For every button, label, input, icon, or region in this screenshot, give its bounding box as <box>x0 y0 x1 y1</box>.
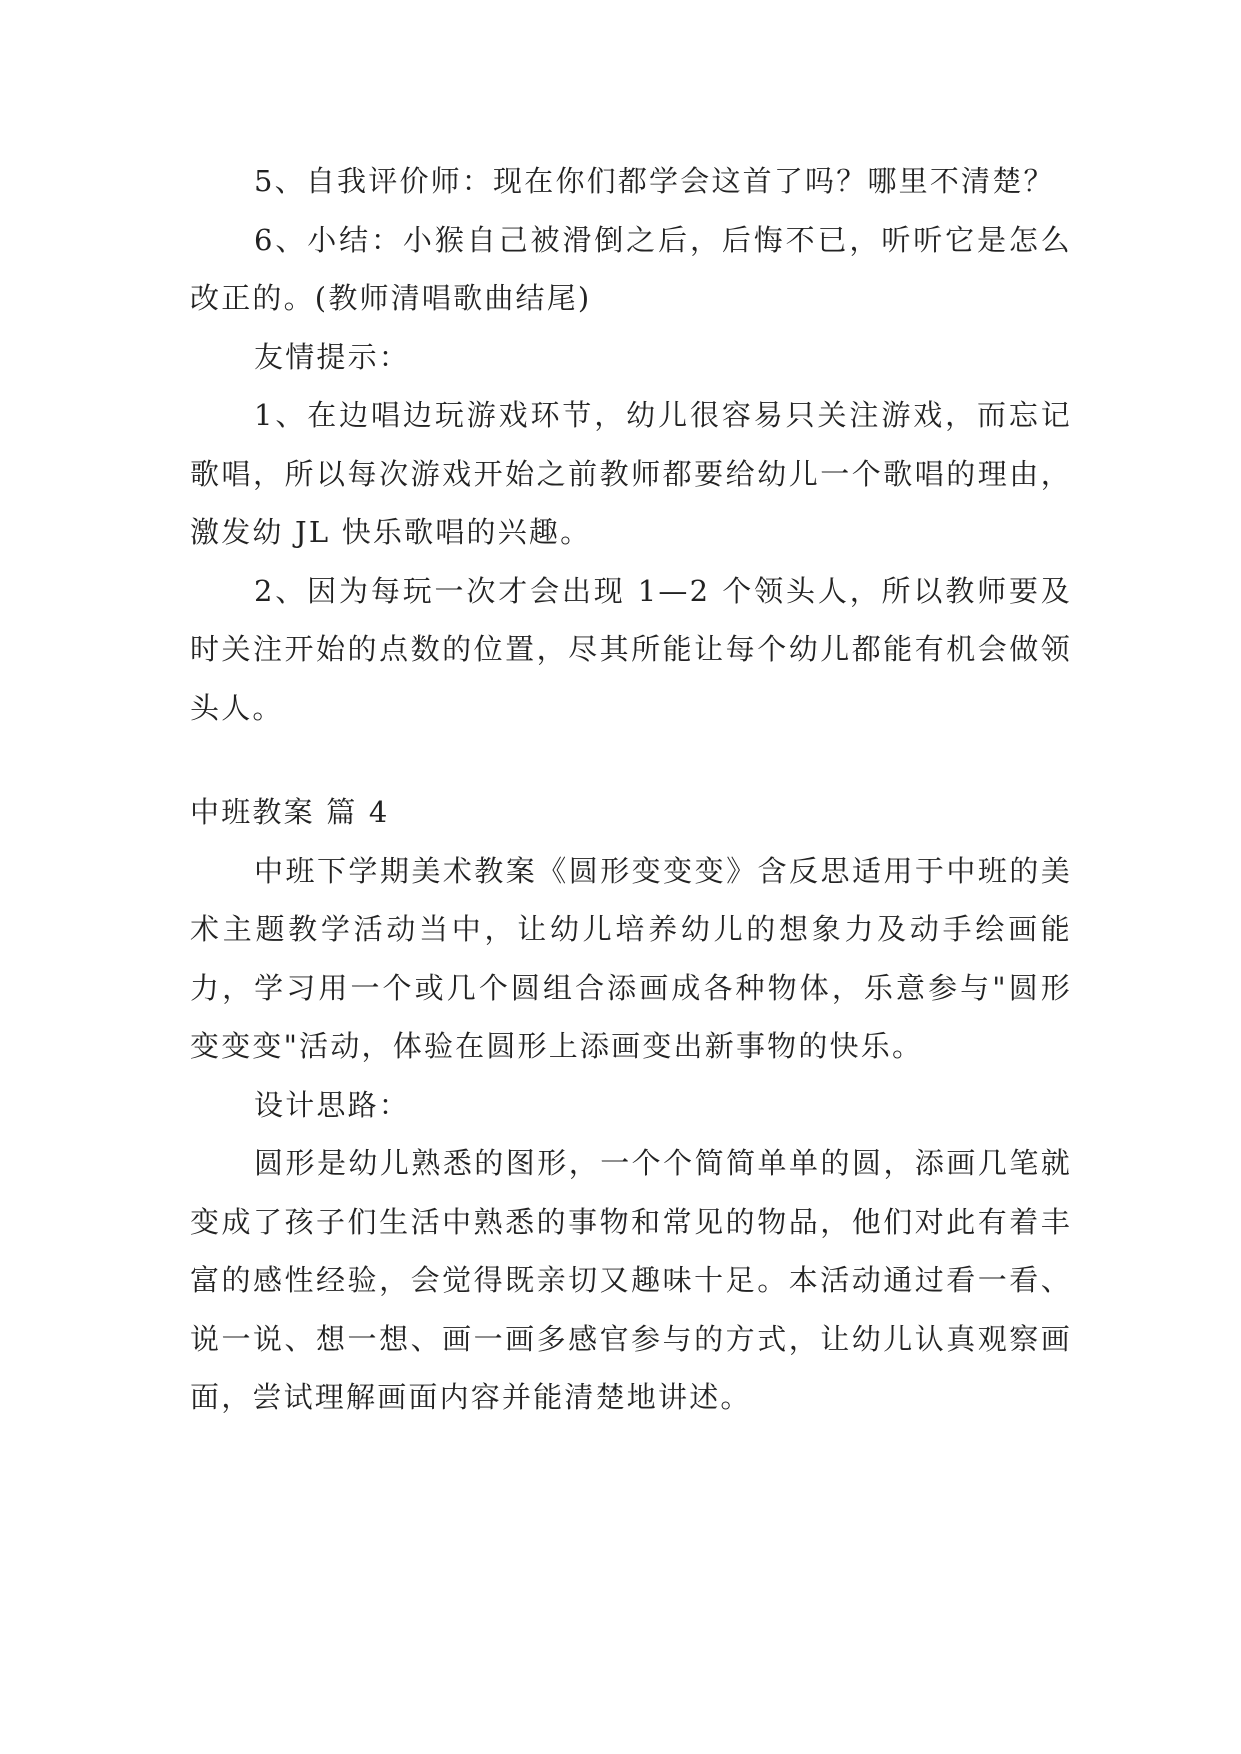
paragraph-intro: 中班下学期美术教案《圆形变变变》含反思适用于中班的美术主题教学活动当中，让幼儿培养幼儿的想象力及动手绘画能力，学习用一个或几个圆组合添画成各种物体，乐意参与"圆形变变变"活动，体验在圆形上添画变出新事物的快乐。 <box>190 853 1072 1063</box>
paragraph-tip-1: 1、在边唱边玩游戏环节，幼儿很容易只关注游戏，而忘记歌唱，所以每次游戏开始之前教师都要给幼儿一个歌唱的理由，激发幼 JL 快乐歌唱的兴趣。 <box>190 398 1072 549</box>
paragraph-design-body: 圆形是幼儿熟悉的图形，一个个简简单单的圆，添画几笔就变成了孩子们生活中熟悉的事物和常见的物品，他们对此有着丰富的感性经验，会觉得既亲切又趣味十足。本活动通过看一看、说一说、想一想、画一画多感官参与的方式，让幼儿认真观察画面，尝试理解画面内容并能清楚地讲述。 <box>190 1146 1072 1414</box>
paragraph-tips-label: 友情提示： <box>254 339 411 374</box>
paragraph-tip-2: 2、因为每玩一次才会出现 1—2 个领头人，所以教师要及时关注开始的点数的位置，尽其所能让每个幼儿都能有机会做领头人。 <box>190 573 1072 725</box>
document-page <box>190 152 1072 1427</box>
paragraph-summary: 6、小结：小猴自己被滑倒之后，后悔不已，听听它是怎么改正的。(教师清唱歌曲结尾) <box>190 222 1072 315</box>
paragraph-self-evaluation: 5、自我评价师：现在你们都学会这首了吗？哪里不清楚？ <box>254 164 1055 198</box>
section-heading: 中班教案 篇 4 <box>190 795 390 829</box>
paragraph-design-label: 设计思路： <box>254 1087 411 1122</box>
